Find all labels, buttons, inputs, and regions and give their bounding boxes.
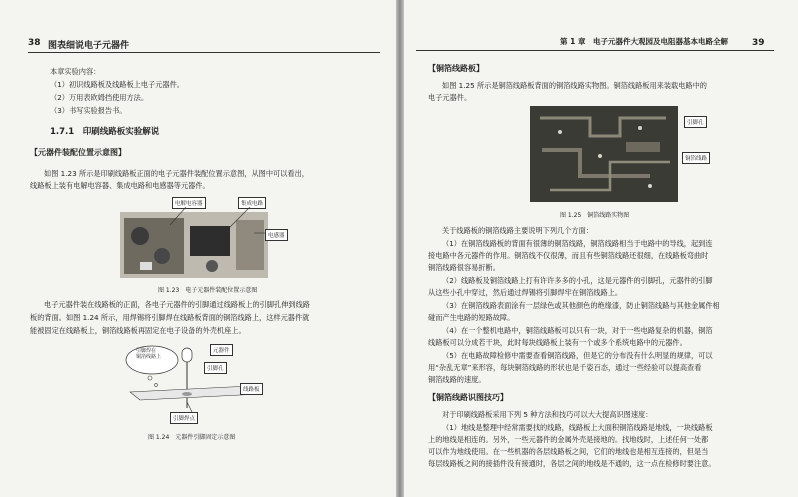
label-pin-hole: 引脚孔	[204, 362, 227, 374]
paragraph-line: 关于线路板的铜箔线路主要说明下列几个方面：	[442, 226, 593, 235]
label-solder-joint: 引脚焊点	[170, 412, 198, 424]
figure-caption: 图 1.24 元器件引脚固定示意图	[148, 434, 236, 441]
point-line: （5）在电路故障检修中需要查看铜箔线路，但是它的分布没有什么明显的规律，可以	[442, 351, 713, 360]
intro-line: （3）书写实验报告书。	[50, 106, 127, 115]
label-capacitor: 电解电容器	[172, 197, 206, 209]
point-line: 铜箔线路的速度。	[428, 375, 486, 384]
paragraph-line: 线路板上装有电解电容器、集成电路和电感器等元器件。	[30, 181, 210, 190]
point-line: （3）在铜箔线路表面涂有一层绿色或其他颜色的绝缘漆，防止铜箔线路与其他金属件相	[442, 301, 720, 310]
right-page	[404, 0, 798, 497]
running-title-left: 图表细说电子元器件	[48, 41, 130, 51]
section-title: 1.7.1 印刷线路板实验解说	[50, 127, 160, 137]
paragraph-line: 上的地线是相连的。另外，一些元器件的金属外壳是接地的。找地线时，上述任何一处都	[428, 435, 709, 444]
figure-caption: 图 1.25 铜箔线路实物图	[560, 212, 630, 219]
point-line: （1）在铜箔线路板的背面有很薄的铜箔线路，铜箔线路相当于电路中的导线，起到连	[442, 239, 713, 248]
paragraph-line: 电子元器件装在线路板的正面，各电子元器件的引脚通过线路板上的引脚孔伸到线路	[44, 300, 310, 309]
paragraph-line: 能被固定在线路板上，铜箔线路板再固定在电子设备的外壳机座上。	[30, 326, 246, 335]
paragraph-line: 电子元器件。	[428, 93, 472, 102]
point-line: 线路板可以分成若干块，此时每块线路板上装有一个或多个系统电路中的元器件。	[428, 338, 687, 347]
paragraph-line: 板的背面。如图 1.24 所示，用焊锡将引脚焊在线路板背面的铜箔线路上，这样元器件就	[30, 313, 310, 322]
paragraph-line: 对于印刷线路板采用下列 5 种方法和技巧可以大大提高识图速度：	[442, 410, 653, 419]
intro-line: （1）初识线路板及线路板上电子元器件。	[50, 80, 184, 89]
label-inductor: 电感器	[265, 229, 288, 241]
intro-line: （2）万用表欧姆挡使用方法。	[50, 93, 149, 102]
point-line: 用“杂乱无章”来形容，每块铜箔线路的形状也是千姿百态，通过一些经验可以提高查看	[428, 363, 702, 372]
paragraph-line: 每层线路板之间的接插件没有接通时，各层之间的地线是不通的，这一点在检修时要注意。	[428, 459, 716, 468]
point-line: （4）在一个整机电路中，铜箔线路板可以只有一块，对于一些电路复杂的机器，铜箔	[442, 326, 713, 335]
subheading: 【元器件装配位置示意图】	[30, 148, 126, 157]
left-page	[0, 0, 396, 497]
figure-caption: 图 1.23 电子元器件装配位置示意图	[158, 287, 258, 294]
paragraph-line: （1）地线是整理中经常需要找的线路，线路板上大面积铜箔线路是地线，一块线路板	[442, 423, 713, 432]
header-rule	[416, 50, 774, 51]
book-gutter	[396, 0, 404, 497]
paragraph-line: 如图 1.25 所示是铜箔线路板背面的铜箔线路实物图。铜箔线路板用来装载电路中的	[442, 81, 707, 90]
point-line: 接电路中各元器件的作用。铜箔线不仅很薄，而且有些铜箔线路还很细，在线路板弯曲时	[428, 251, 709, 260]
heading-copper-board: 【铜箔线路板】	[428, 64, 484, 73]
page-number-left: 38	[28, 38, 41, 48]
heading-reading-tips: 【铜箔线路识图技巧】	[428, 393, 508, 402]
paragraph-line: 如图 1.23 所示是印刷线路板正面的电子元器件装配位置示意图，从图中可以看出，	[44, 169, 309, 178]
header-rule	[28, 52, 380, 53]
paragraph-line: 可以作为地线使用。在一些机器的各层线路板之间，它们的地线也是相互连接的，但是当	[428, 447, 709, 456]
label-component: 元器件	[210, 344, 233, 356]
point-line: 铜箔线路很容易折断。	[428, 263, 500, 272]
running-title-right: 第 1 章 电子元器件大观园及电阻器基本电路全解	[560, 37, 728, 46]
label-pin-hole: 引脚孔	[684, 116, 707, 128]
page-number-right: 39	[752, 38, 765, 48]
intro-line: 本章实验内容：	[50, 67, 101, 76]
label-ic: 集成电路	[238, 197, 266, 209]
point-line: （2）线路板及铜箔线路上打有许许多多的小孔，这是元器件的引脚孔，元器件的引脚	[442, 276, 713, 285]
point-line: 碰而产生电路的短路故障。	[428, 313, 515, 322]
label-copper-trace: 铜箔线路	[682, 152, 710, 164]
label-pin-solder: 引脚焊在 铜箔线路上	[136, 348, 162, 360]
point-line: 从这些小孔中穿过，然后通过焊锡将引脚焊牢在铜箔线路上。	[428, 288, 623, 297]
copper-board-photo	[530, 106, 678, 202]
callout-lines	[150, 203, 280, 243]
label-board: 线路板	[240, 383, 263, 395]
